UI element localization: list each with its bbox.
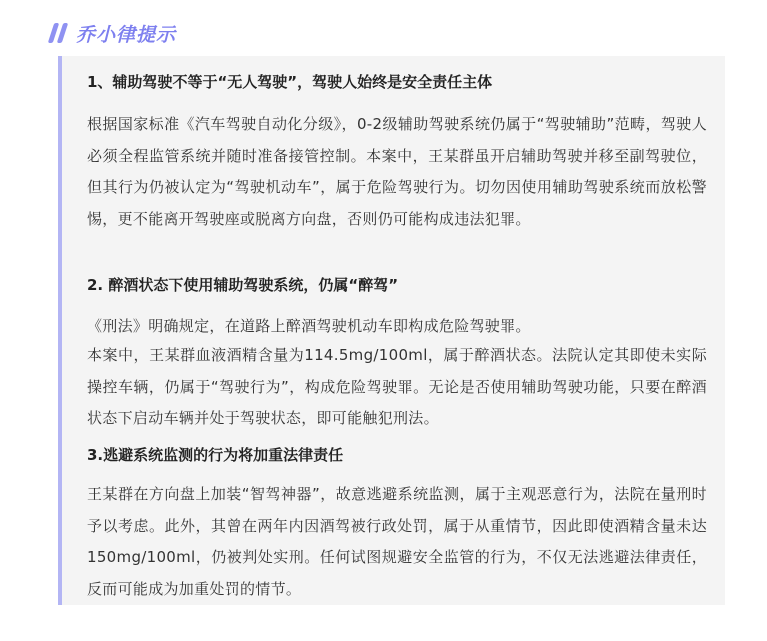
tip-header <box>48 18 176 48</box>
section-1-title: 1、辅助驾驶不等于“无人驾驶”，驾驶人始终是安全责任主体 <box>87 73 493 91</box>
section-2-title: 2. 醉酒状态下使用辅助驾驶系统，仍属“醉驾” <box>87 276 399 294</box>
section-3-title: 3.逃避系统监测的行为将加重法律责任 <box>87 446 344 464</box>
double-slash-icon <box>48 21 70 45</box>
section-3-paragraph: 王某群在方向盘上加装“智驾神器”，故意逃避系统监测，属于主观恶意行为，法院在量刑时予以考虑。此外，其曾在两年内因酒驾被行政处罚，属于从重情节，因此即使酒精含量未达150mg/100ml，仍被判处实刑。任何试图规避安全监管的行为，不仅无法逃避法律责任，反而可能成为加重处罚的情节。 <box>87 485 707 598</box>
section-1-paragraph: 根据国家标准《汽车驾驶自动化分级》，0-2级辅助驾驶系统仍属于“驾驶辅助”范畴，驾驶人必须全程监管系统并随时准备接管控制。本案中，王某群虽开启辅助驾驶并移至副驾驶位，但其行为仍被认定为“驾驶机动车”，属于危险驾驶行为。切勿因使用辅助驾驶系统而放松警惕，更不能离开驾驶座或脱离方向盘，否则仍可能构成违法犯罪。 <box>87 115 707 228</box>
tip-panel <box>58 56 725 605</box>
section-2-paragraph-1: 《刑法》明确规定，在道路上醉酒驾驶机动车即构成危险驾驶罪。 <box>87 317 531 335</box>
section-2-paragraph-2: 本案中，王某群血液酒精含量为114.5mg/100ml，属于醉酒状态。法院认定其即使未实际操控车辆，仍属于“驾驶行为”，构成危险驾驶罪。无论是否使用辅助驾驶功能，只要在醉酒状态下启动车辆并处于驾驶状态，即可能触犯刑法。 <box>87 346 707 427</box>
header-title: 乔小律提示 <box>76 23 177 46</box>
panel-accent-bar <box>58 56 62 605</box>
